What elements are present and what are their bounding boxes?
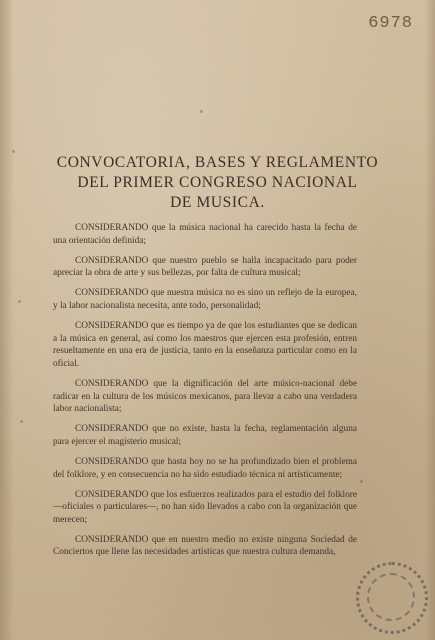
considerando-paragraph: CONSIDERANDO que los esfuerzos realizados para el estudio del folklore —oficiales o particulares—, no han sido llevados a cabo con la organización que merecen; bbox=[53, 489, 357, 525]
document-body bbox=[53, 222, 357, 567]
page-edge-shadow-right bbox=[425, 0, 435, 640]
paper-speck bbox=[12, 150, 15, 153]
title-line: DE MUSICA. bbox=[170, 194, 265, 211]
considerando-paragraph: CONSIDERANDO que nuestra música no es sino un reflejo de la europea, y la labor nacionalista necesita, ante todo, personalidad; bbox=[53, 288, 357, 311]
considerando-paragraph: CONSIDERANDO que nuestro pueblo se halla incapacitado para poder apreciar la obra de arte y sus bellezas, por falta de cultura musical; bbox=[53, 255, 357, 279]
paper-speck bbox=[18, 300, 21, 303]
title-line: CONVOCATORIA, BASES Y REGLAMENTO bbox=[56, 154, 379, 171]
document-title bbox=[40, 153, 395, 213]
title-line: DEL PRIMER CONGRESO NACIONAL bbox=[77, 174, 358, 191]
paper-speck bbox=[20, 420, 23, 423]
library-stamp-inner-ring bbox=[367, 573, 415, 621]
considerando-paragraph: CONSIDERANDO que es tiempo ya de que los estudiantes que se dedican a la música en general, así como los maestros que ejercen esta profesión, entren resueltamente en una era de justicia, tanto en la enseñanza particular como en la oficial. bbox=[53, 321, 357, 369]
page-edge-shadow-left bbox=[0, 0, 14, 640]
library-stamp bbox=[356, 562, 428, 634]
considerando-paragraph: CONSIDERANDO que la música nacional ha carecido hasta la fecha de una orientación definida; bbox=[53, 223, 357, 246]
paper-speck bbox=[360, 480, 363, 483]
considerando-paragraph: CONSIDERANDO que en nuestro medio no existe ninguna Sociedad de Conciertos que llene las necesidades artísticas que nuestra cultura demanda, bbox=[53, 534, 357, 558]
document-number: 6978 bbox=[368, 14, 413, 33]
paper-speck bbox=[200, 110, 203, 113]
considerando-paragraph: CONSIDERANDO que la dignificación del arte músico-nacional debe radicar en la cultura de los músicos mexicanos, para llevar a cabo una verdadera labor nacionalista; bbox=[53, 378, 357, 415]
considerando-paragraph: CONSIDERANDO que hasta hoy no se ha profundizado bien el problema del folklore, y en consecuencia no ha sido estudiado técnica ni artísticamente; bbox=[53, 456, 357, 480]
considerando-paragraph: CONSIDERANDO que no existe, hasta la fecha, reglamentación alguna para ejercer el magisterio musical; bbox=[53, 424, 357, 447]
